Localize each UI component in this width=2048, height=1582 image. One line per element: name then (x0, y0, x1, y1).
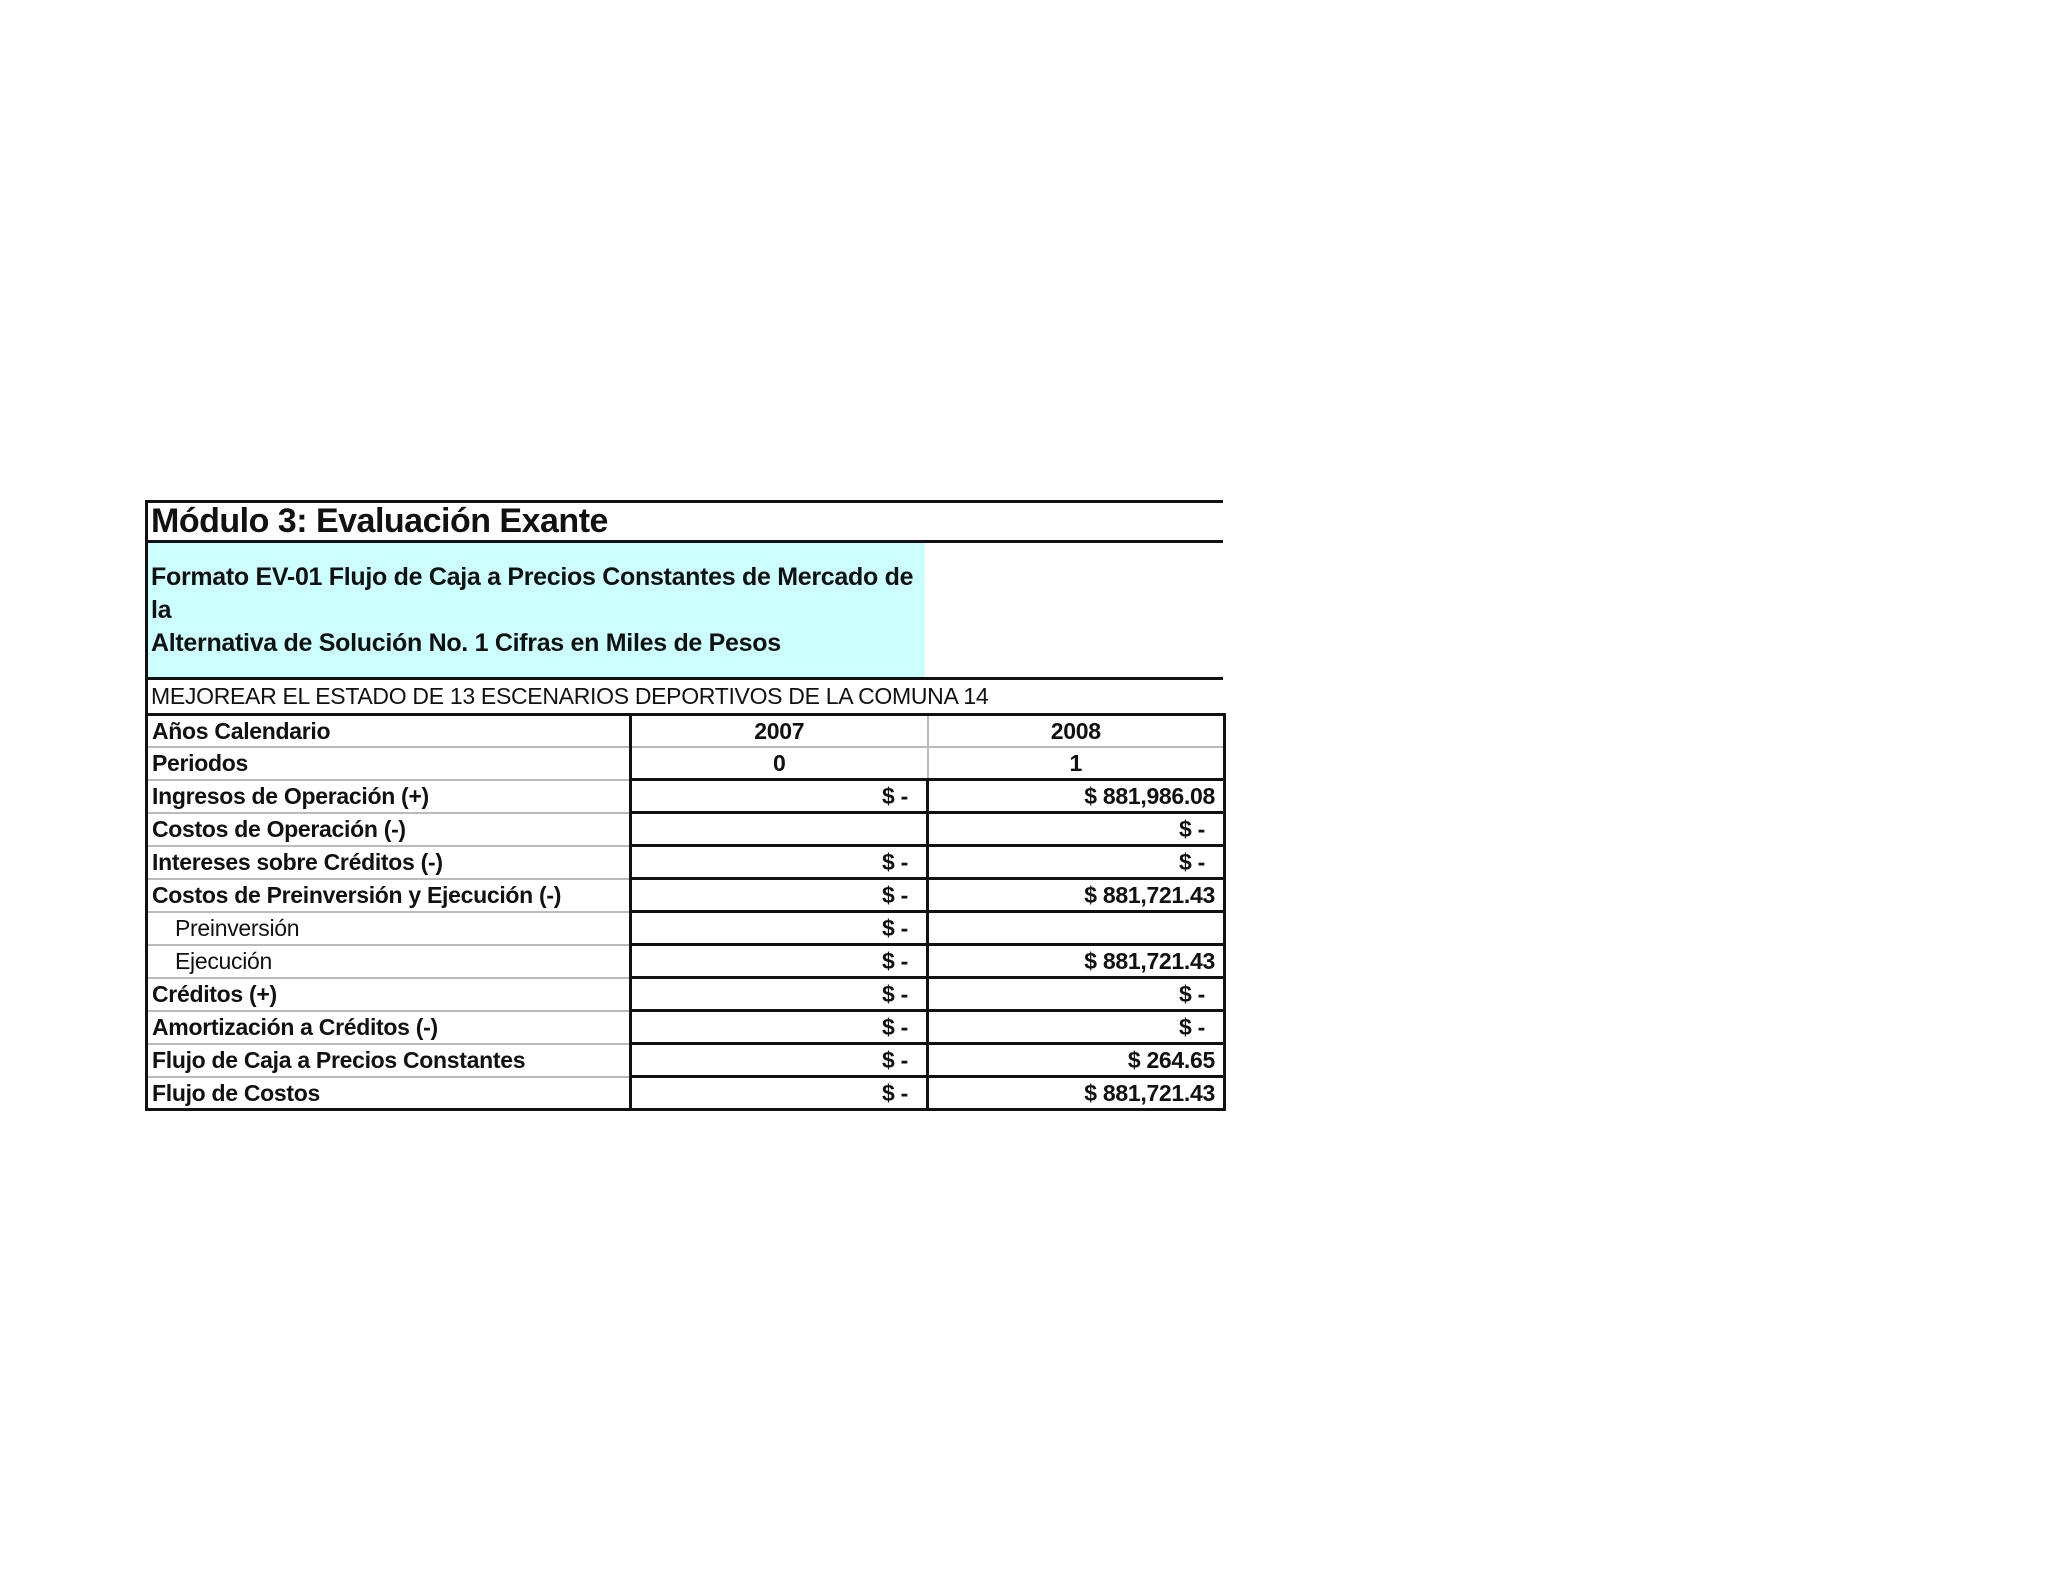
cash-flow-table (145, 713, 1226, 1111)
format-title-row (145, 543, 1223, 680)
year-col-2[interactable]: 2008 (928, 715, 1225, 748)
period-col-2[interactable]: 1 (928, 747, 1225, 780)
row-label[interactable]: Ingresos de Operación (+) (147, 780, 631, 813)
row-label[interactable]: Ejecución (147, 945, 631, 978)
row-value-2007[interactable]: $ - (631, 978, 928, 1011)
row-value-2008[interactable]: $ - (928, 1011, 1225, 1044)
row-value-2007[interactable]: $ - (631, 879, 928, 912)
row-value-2007[interactable]: $ - (631, 846, 928, 879)
row-value-2008[interactable]: $ 881,721.43 (928, 1077, 1225, 1110)
format-title-line-2: Alternativa de Solución No. 1 Cifras en Miles de Pesos (151, 628, 781, 657)
row-value-2007[interactable]: $ - (631, 780, 928, 813)
spreadsheet-sheet (145, 500, 1223, 1111)
table-row (147, 1011, 1225, 1044)
row-value-2008[interactable]: $ 881,721.43 (928, 879, 1225, 912)
row-label[interactable]: Créditos (+) (147, 978, 631, 1011)
years-header-row (147, 715, 1225, 748)
row-label[interactable]: Preinversión (147, 912, 631, 945)
format-title-cell[interactable] (148, 543, 925, 677)
row-value-2007[interactable]: $ - (631, 1077, 928, 1110)
row-value-2008[interactable]: $ 264.65 (928, 1044, 1225, 1077)
row-value-2007[interactable]: $ - (631, 912, 928, 945)
row-label[interactable]: Costos de Operación (-) (147, 813, 631, 846)
years-label[interactable]: Años Calendario (147, 715, 631, 748)
row-label[interactable]: Flujo de Costos (147, 1077, 631, 1110)
table-row (147, 945, 1225, 978)
format-title-line-1: Formato EV-01 Flujo de Caja a Precios Constantes de Mercado de la (151, 562, 914, 624)
table-row (147, 780, 1225, 813)
periods-label[interactable]: Periodos (147, 747, 631, 780)
module-title: Módulo 3: Evaluación Exante (145, 500, 1223, 543)
periods-header-row (147, 747, 1225, 780)
table-row (147, 813, 1225, 846)
row-value-2008[interactable]: $ 881,986.08 (928, 780, 1225, 813)
period-col-1[interactable]: 0 (631, 747, 928, 780)
project-name: MEJOREAR EL ESTADO DE 13 ESCENARIOS DEPORTIVOS DE LA COMUNA 14 (145, 680, 1223, 713)
row-label[interactable]: Flujo de Caja a Precios Constantes (147, 1044, 631, 1077)
table-row (147, 846, 1225, 879)
table-row (147, 1077, 1225, 1110)
row-label[interactable]: Amortización a Créditos (-) (147, 1011, 631, 1044)
table-row (147, 1044, 1225, 1077)
row-label[interactable]: Costos de Preinversión y Ejecución (-) (147, 879, 631, 912)
row-value-2008[interactable]: $ - (928, 978, 1225, 1011)
table-row (147, 879, 1225, 912)
row-value-2008[interactable]: $ 881,721.43 (928, 945, 1225, 978)
row-value-2007[interactable]: $ - (631, 1044, 928, 1077)
row-value-2008[interactable] (928, 912, 1225, 945)
year-col-1[interactable]: 2007 (631, 715, 928, 748)
row-value-2007[interactable]: $ - (631, 945, 928, 978)
row-value-2007[interactable]: $ - (631, 1011, 928, 1044)
row-value-2008[interactable]: $ - (928, 813, 1225, 846)
row-label[interactable]: Intereses sobre Créditos (-) (147, 846, 631, 879)
row-value-2007[interactable] (631, 813, 928, 846)
table-row (147, 978, 1225, 1011)
row-value-2008[interactable]: $ - (928, 846, 1225, 879)
table-row (147, 912, 1225, 945)
